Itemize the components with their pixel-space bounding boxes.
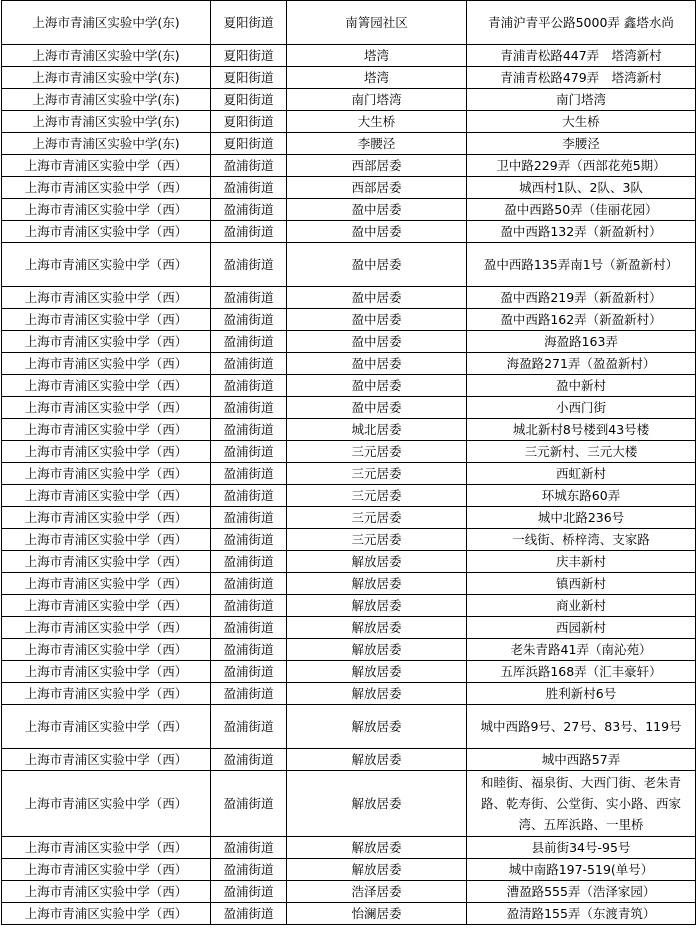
school-cell: 上海市青浦区实验中学（西） bbox=[2, 859, 211, 881]
table-row bbox=[2, 133, 696, 155]
street-cell: 夏阳街道 bbox=[211, 67, 287, 89]
table-row bbox=[2, 221, 696, 243]
address-cell: 庆丰新村 bbox=[467, 551, 696, 573]
address-cell: 五厍浜路168弄（汇丰豪轩） bbox=[467, 661, 696, 683]
table-row bbox=[2, 639, 696, 661]
community-cell: 盈中居委 bbox=[287, 199, 467, 221]
community-cell: 三元居委 bbox=[287, 529, 467, 551]
school-cell: 上海市青浦区实验中学(东) bbox=[2, 1, 211, 45]
school-cell: 上海市青浦区实验中学（西） bbox=[2, 331, 211, 353]
school-cell: 上海市青浦区实验中学（西） bbox=[2, 617, 211, 639]
table-row bbox=[2, 243, 696, 287]
address-cell: 卫中路229弄（西部花苑5期） bbox=[467, 155, 696, 177]
street-cell: 盈浦街道 bbox=[211, 177, 287, 199]
street-cell: 盈浦街道 bbox=[211, 309, 287, 331]
address-cell: 青浦青松路479弄 塔湾新村 bbox=[467, 67, 696, 89]
table-row bbox=[2, 375, 696, 397]
table-row bbox=[2, 177, 696, 199]
community-cell: 解放居委 bbox=[287, 859, 467, 881]
school-cell: 上海市青浦区实验中学（西） bbox=[2, 485, 211, 507]
address-cell: 盈中西路50弄（佳丽花园） bbox=[467, 199, 696, 221]
table-row bbox=[2, 859, 696, 881]
community-cell: 塔湾 bbox=[287, 45, 467, 67]
community-cell: 盈中居委 bbox=[287, 309, 467, 331]
table-row bbox=[2, 573, 696, 595]
address-cell: 和睦街、福泉街、大西门街、老朱青路、乾寿街、公堂街、实小路、西家湾、五厍浜路、一里桥 bbox=[467, 771, 696, 837]
street-cell: 盈浦街道 bbox=[211, 441, 287, 463]
address-cell: 城西村1队、2队、3队 bbox=[467, 177, 696, 199]
street-cell: 夏阳街道 bbox=[211, 133, 287, 155]
street-cell: 盈浦街道 bbox=[211, 661, 287, 683]
school-cell: 上海市青浦区实验中学（西） bbox=[2, 155, 211, 177]
community-cell: 盈中居委 bbox=[287, 243, 467, 287]
table-row bbox=[2, 155, 696, 177]
school-cell: 上海市青浦区实验中学（西） bbox=[2, 837, 211, 859]
address-cell: 老朱青路41弄（南沁苑） bbox=[467, 639, 696, 661]
street-cell: 盈浦街道 bbox=[211, 683, 287, 705]
community-cell: 解放居委 bbox=[287, 771, 467, 837]
address-cell: 盈清路155弄（东渡青筑） bbox=[467, 903, 696, 925]
street-cell: 盈浦街道 bbox=[211, 705, 287, 749]
street-cell: 夏阳街道 bbox=[211, 111, 287, 133]
community-cell: 盈中居委 bbox=[287, 353, 467, 375]
community-cell: 三元居委 bbox=[287, 507, 467, 529]
street-cell: 盈浦街道 bbox=[211, 573, 287, 595]
street-cell: 夏阳街道 bbox=[211, 45, 287, 67]
address-cell: 青浦青松路447弄 塔湾新村 bbox=[467, 45, 696, 67]
address-cell: 三元新村、三元大楼 bbox=[467, 441, 696, 463]
address-cell: 镇西新村 bbox=[467, 573, 696, 595]
table-row bbox=[2, 661, 696, 683]
table-row bbox=[2, 111, 696, 133]
school-cell: 上海市青浦区实验中学(东) bbox=[2, 133, 211, 155]
address-cell: 城中西路57弄 bbox=[467, 749, 696, 771]
community-cell: 怡澜居委 bbox=[287, 903, 467, 925]
address-cell: 盈中西路162弄（新盈新村） bbox=[467, 309, 696, 331]
school-cell: 上海市青浦区实验中学（西） bbox=[2, 529, 211, 551]
street-cell: 盈浦街道 bbox=[211, 419, 287, 441]
street-cell: 盈浦街道 bbox=[211, 639, 287, 661]
address-cell: 环城东路60弄 bbox=[467, 485, 696, 507]
address-cell: 青浦沪青平公路5000弄 鑫塔水尚 bbox=[467, 1, 696, 45]
address-table bbox=[1, 0, 696, 925]
address-cell: 一线街、桥梓湾、支家路 bbox=[467, 529, 696, 551]
table-row bbox=[2, 199, 696, 221]
table-row bbox=[2, 837, 696, 859]
school-cell: 上海市青浦区实验中学（西） bbox=[2, 221, 211, 243]
school-cell: 上海市青浦区实验中学（西） bbox=[2, 881, 211, 903]
address-cell: 盈中西路132弄（新盈新村） bbox=[467, 221, 696, 243]
community-cell: 解放居委 bbox=[287, 551, 467, 573]
table-row bbox=[2, 529, 696, 551]
address-cell: 城北新村8号楼到43号楼 bbox=[467, 419, 696, 441]
street-cell: 盈浦街道 bbox=[211, 375, 287, 397]
street-cell: 盈浦街道 bbox=[211, 529, 287, 551]
address-cell: 城中南路197-519(单号） bbox=[467, 859, 696, 881]
address-cell: 海盈路163弄 bbox=[467, 331, 696, 353]
table-row bbox=[2, 881, 696, 903]
address-cell: 城中西路9号、27号、83号、119号 bbox=[467, 705, 696, 749]
street-cell: 盈浦街道 bbox=[211, 199, 287, 221]
street-cell: 盈浦街道 bbox=[211, 243, 287, 287]
street-cell: 盈浦街道 bbox=[211, 485, 287, 507]
school-cell: 上海市青浦区实验中学（西） bbox=[2, 463, 211, 485]
street-cell: 盈浦街道 bbox=[211, 595, 287, 617]
community-cell: 三元居委 bbox=[287, 485, 467, 507]
table-row bbox=[2, 67, 696, 89]
community-cell: 盈中居委 bbox=[287, 287, 467, 309]
address-cell: 胜利新村6号 bbox=[467, 683, 696, 705]
street-cell: 盈浦街道 bbox=[211, 881, 287, 903]
school-cell: 上海市青浦区实验中学（西） bbox=[2, 375, 211, 397]
school-cell: 上海市青浦区实验中学（西） bbox=[2, 661, 211, 683]
address-cell: 盈中西路135弄南1号（新盈新村） bbox=[467, 243, 696, 287]
school-cell: 上海市青浦区实验中学（西） bbox=[2, 419, 211, 441]
community-cell: 解放居委 bbox=[287, 639, 467, 661]
address-cell: 海盈路271弄（盈盈新村） bbox=[467, 353, 696, 375]
table-row bbox=[2, 89, 696, 111]
community-cell: 解放居委 bbox=[287, 617, 467, 639]
table-row bbox=[2, 595, 696, 617]
school-cell: 上海市青浦区实验中学（西） bbox=[2, 749, 211, 771]
table-row bbox=[2, 287, 696, 309]
address-cell: 西虹新村 bbox=[467, 463, 696, 485]
address-cell: 盈中西路219弄（新盈新村） bbox=[467, 287, 696, 309]
community-cell: 浩泽居委 bbox=[287, 881, 467, 903]
table-row bbox=[2, 617, 696, 639]
table-row bbox=[2, 485, 696, 507]
table-row bbox=[2, 749, 696, 771]
community-cell: 城北居委 bbox=[287, 419, 467, 441]
community-cell: 解放居委 bbox=[287, 749, 467, 771]
street-cell: 盈浦街道 bbox=[211, 397, 287, 419]
table-row bbox=[2, 331, 696, 353]
school-cell: 上海市青浦区实验中学(东) bbox=[2, 111, 211, 133]
school-cell: 上海市青浦区实验中学（西） bbox=[2, 199, 211, 221]
community-cell: 三元居委 bbox=[287, 441, 467, 463]
school-cell: 上海市青浦区实验中学(东) bbox=[2, 45, 211, 67]
community-cell: 盈中居委 bbox=[287, 221, 467, 243]
community-cell: 解放居委 bbox=[287, 837, 467, 859]
community-cell: 三元居委 bbox=[287, 463, 467, 485]
address-cell: 商业新村 bbox=[467, 595, 696, 617]
street-cell: 盈浦街道 bbox=[211, 551, 287, 573]
community-cell: 南门塔湾 bbox=[287, 89, 467, 111]
school-cell: 上海市青浦区实验中学（西） bbox=[2, 309, 211, 331]
street-cell: 盈浦街道 bbox=[211, 507, 287, 529]
table-row bbox=[2, 771, 696, 837]
community-cell: 李腰泾 bbox=[287, 133, 467, 155]
address-cell: 大生桥 bbox=[467, 111, 696, 133]
community-cell: 解放居委 bbox=[287, 573, 467, 595]
school-cell: 上海市青浦区实验中学(东) bbox=[2, 67, 211, 89]
table-body bbox=[2, 1, 696, 925]
table-row bbox=[2, 353, 696, 375]
street-cell: 盈浦街道 bbox=[211, 859, 287, 881]
school-cell: 上海市青浦区实验中学（西） bbox=[2, 353, 211, 375]
community-cell: 西部居委 bbox=[287, 155, 467, 177]
street-cell: 盈浦街道 bbox=[211, 903, 287, 925]
school-cell: 上海市青浦区实验中学（西） bbox=[2, 287, 211, 309]
school-cell: 上海市青浦区实验中学（西） bbox=[2, 595, 211, 617]
table-row bbox=[2, 705, 696, 749]
address-cell: 城中北路236号 bbox=[467, 507, 696, 529]
school-cell: 上海市青浦区实验中学（西） bbox=[2, 639, 211, 661]
table-row bbox=[2, 1, 696, 45]
address-cell: 西园新村 bbox=[467, 617, 696, 639]
community-cell: 解放居委 bbox=[287, 661, 467, 683]
school-cell: 上海市青浦区实验中学（西） bbox=[2, 903, 211, 925]
street-cell: 盈浦街道 bbox=[211, 221, 287, 243]
street-cell: 盈浦街道 bbox=[211, 155, 287, 177]
community-cell: 西部居委 bbox=[287, 177, 467, 199]
address-cell: 李腰泾 bbox=[467, 133, 696, 155]
community-cell: 解放居委 bbox=[287, 595, 467, 617]
school-cell: 上海市青浦区实验中学（西） bbox=[2, 177, 211, 199]
table-row bbox=[2, 441, 696, 463]
school-cell: 上海市青浦区实验中学（西） bbox=[2, 507, 211, 529]
street-cell: 盈浦街道 bbox=[211, 331, 287, 353]
school-cell: 上海市青浦区实验中学（西） bbox=[2, 705, 211, 749]
address-cell: 县前街34号-95号 bbox=[467, 837, 696, 859]
street-cell: 盈浦街道 bbox=[211, 837, 287, 859]
school-cell: 上海市青浦区实验中学（西） bbox=[2, 441, 211, 463]
table-row bbox=[2, 903, 696, 925]
community-cell: 大生桥 bbox=[287, 111, 467, 133]
school-cell: 上海市青浦区实验中学（西） bbox=[2, 243, 211, 287]
address-cell: 漕盈路555弄（浩泽家园） bbox=[467, 881, 696, 903]
community-cell: 南箐园社区 bbox=[287, 1, 467, 45]
table-row bbox=[2, 463, 696, 485]
table-row bbox=[2, 45, 696, 67]
street-cell: 盈浦街道 bbox=[211, 617, 287, 639]
school-cell: 上海市青浦区实验中学（西） bbox=[2, 683, 211, 705]
table-row bbox=[2, 309, 696, 331]
school-cell: 上海市青浦区实验中学（西） bbox=[2, 551, 211, 573]
school-cell: 上海市青浦区实验中学（西） bbox=[2, 397, 211, 419]
street-cell: 盈浦街道 bbox=[211, 287, 287, 309]
school-cell: 上海市青浦区实验中学（西） bbox=[2, 573, 211, 595]
table-row bbox=[2, 419, 696, 441]
street-cell: 夏阳街道 bbox=[211, 89, 287, 111]
street-cell: 夏阳街道 bbox=[211, 1, 287, 45]
street-cell: 盈浦街道 bbox=[211, 463, 287, 485]
address-cell: 小西门街 bbox=[467, 397, 696, 419]
street-cell: 盈浦街道 bbox=[211, 771, 287, 837]
address-cell: 南门塔湾 bbox=[467, 89, 696, 111]
community-cell: 盈中居委 bbox=[287, 375, 467, 397]
street-cell: 盈浦街道 bbox=[211, 353, 287, 375]
table-row bbox=[2, 397, 696, 419]
school-cell: 上海市青浦区实验中学(东) bbox=[2, 89, 211, 111]
school-cell: 上海市青浦区实验中学（西） bbox=[2, 771, 211, 837]
table-row bbox=[2, 551, 696, 573]
community-cell: 盈中居委 bbox=[287, 331, 467, 353]
table-row bbox=[2, 507, 696, 529]
community-cell: 解放居委 bbox=[287, 683, 467, 705]
table-row bbox=[2, 683, 696, 705]
community-cell: 解放居委 bbox=[287, 705, 467, 749]
address-cell: 盈中新村 bbox=[467, 375, 696, 397]
community-cell: 盈中居委 bbox=[287, 397, 467, 419]
street-cell: 盈浦街道 bbox=[211, 749, 287, 771]
community-cell: 塔湾 bbox=[287, 67, 467, 89]
